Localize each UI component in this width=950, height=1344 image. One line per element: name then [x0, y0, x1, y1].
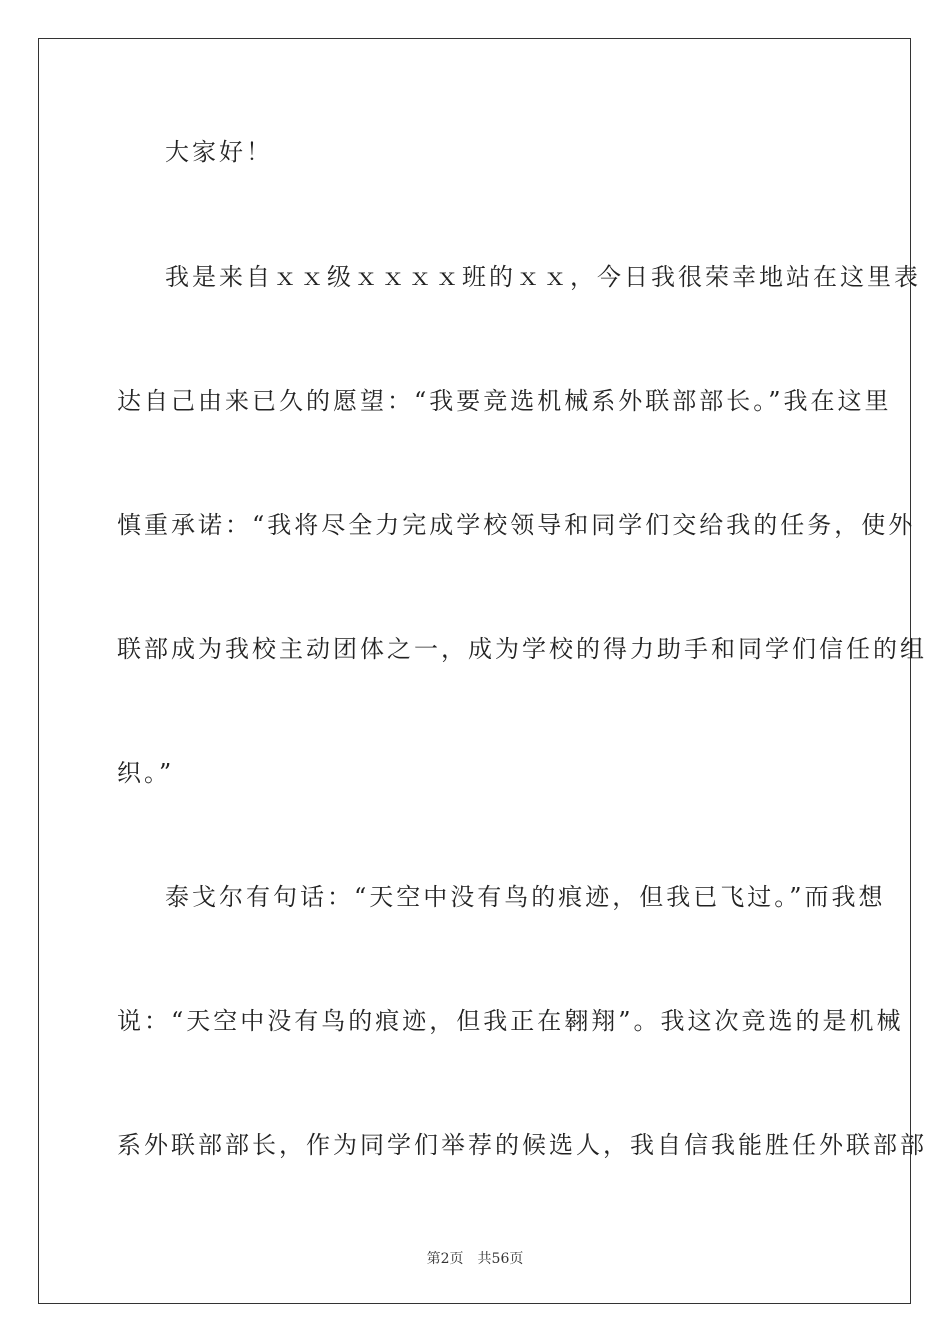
greeting-line: 大家好！ — [165, 138, 273, 166]
page-frame — [38, 38, 927, 1304]
total-pages: 共56页 — [477, 1251, 524, 1267]
body-line: 我是来自ｘｘ级ｘｘｘｘ班的ｘｘ，今日我很荣幸地站在这里表 — [165, 263, 921, 291]
body-line: 系外联部部长，作为同学们举荐的候选人，我自信我能胜任外联部部 — [117, 1131, 927, 1159]
body-line: 织。” — [117, 759, 175, 787]
body-line: 慎重承诺：“我将尽全力完成学校领导和同学们交给我的任务，使外 — [117, 511, 916, 539]
body-line: 泰戈尔有句话：“天空中没有鸟的痕迹，但我已飞过。”而我想 — [165, 883, 886, 911]
body-line: 说：“天空中没有鸟的痕迹，但我正在翱翔”。我这次竞选的是机械 — [117, 1007, 904, 1035]
body-line: 达自己由来已久的愿望：“我要竞选机械系外联部部长。”我在这里 — [117, 387, 892, 415]
body-line: 联部成为我校主动团体之一，成为学校的得力助手和同学们信任的组 — [117, 635, 927, 663]
page-number: 第2页 — [426, 1251, 464, 1267]
page-footer — [0, 1248, 950, 1268]
